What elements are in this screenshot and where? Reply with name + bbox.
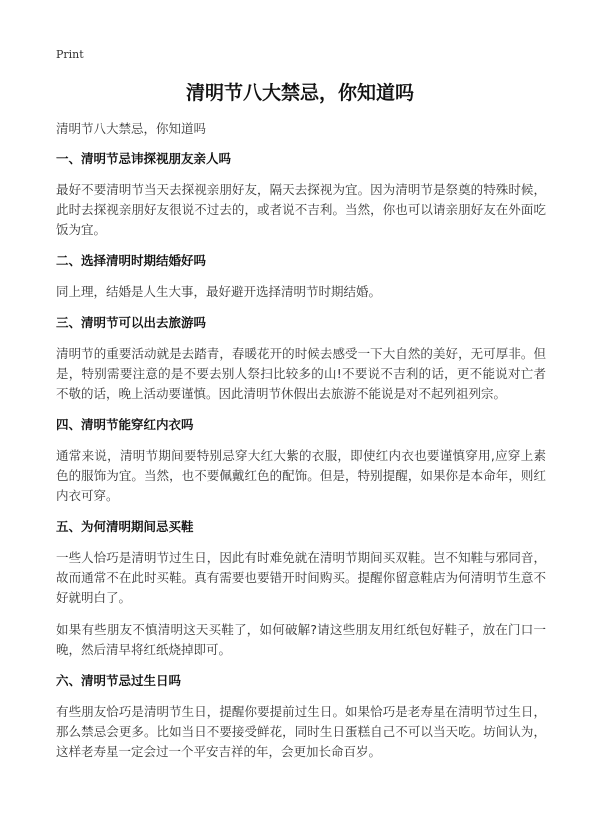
section-paragraph: 同上理，结婚是人生大事，最好避开选择清明节时期结婚。: [56, 284, 382, 299]
article-intro: 清明节八大禁忌，你知道吗: [56, 121, 207, 136]
section-paragraph: 最好不要清明节当天去探视亲朋好友，隔天去探视为宜。因为清明节是祭奠的特殊时候，此时去探视亲朋好友很说不过去的，或者说不吉利。当然，你也可以请亲朋好友在外面吃饭为宜。: [56, 182, 546, 237]
section-paragraph: 清明节的重要活动就是去踏青，春暖花开的时候去感受一下大自然的美好，无可厚非。但是，特别需要注意的是不要去别人祭扫比较多的山!不要说不吉利的话，更不能说对亡者不敬的话，晚上活动要谨慎。因此清明节休假出去旅游不能说是对不起列祖列宗。: [56, 346, 546, 401]
section-paragraph: 通常来说，清明节期间要特别忌穿大红大紫的衣服，即使红内衣也要谨慎穿用,应穿上素色的服饰为宜。当然，也不要佩戴红色的配饰。但是，特别提醒，如果你是本命年，则红内衣可穿。: [56, 448, 546, 503]
section-1: [56, 150, 546, 240]
print-label: Print: [56, 48, 84, 61]
section-heading: 六、清明节忌过生日吗: [56, 673, 182, 688]
section-2: [56, 252, 546, 302]
section-heading: 一、清明节忌讳探视朋友亲人吗: [56, 151, 232, 166]
section-4: [56, 416, 546, 506]
section-heading: 三、清明节可以出去旅游吗: [56, 315, 207, 330]
section-heading: 四、清明节能穿红内衣吗: [56, 417, 194, 432]
section-6: [56, 672, 546, 762]
page-title: 清明节八大禁忌，你知道吗: [185, 82, 414, 104]
section-3: [56, 314, 546, 404]
article-body: [56, 120, 546, 774]
section-5: [56, 518, 546, 660]
section-heading: 二、选择清明时期结婚好吗: [56, 253, 207, 268]
section-paragraph: 有些朋友恰巧是清明节生日，提醒你要提前过生日。如果恰巧是老寿星在清明节过生日，那么禁忌会更多。比如当日不要接受鲜花，同时生日蛋糕自己不可以当天吃。坊间认为，这样老寿星一定会过一个平安吉祥的年，会更加长命百岁。: [56, 704, 546, 759]
section-heading: 五、为何清明期间忌买鞋: [56, 519, 194, 534]
section-paragraph: 一些人恰巧是清明节过生日，因此有时难免就在清明节期间买双鞋。岂不知鞋与邪同音，故而通常不在此时买鞋。真有需要也要错开时间购买。提醒你留意鞋店为何清明节生意不好就明白了。: [56, 550, 546, 605]
section-paragraph: 如果有些朋友不慎清明这天买鞋了，如何破解?请这些朋友用红纸包好鞋子，放在门口一晚，然后清早将红纸烧掉即可。: [56, 622, 546, 657]
